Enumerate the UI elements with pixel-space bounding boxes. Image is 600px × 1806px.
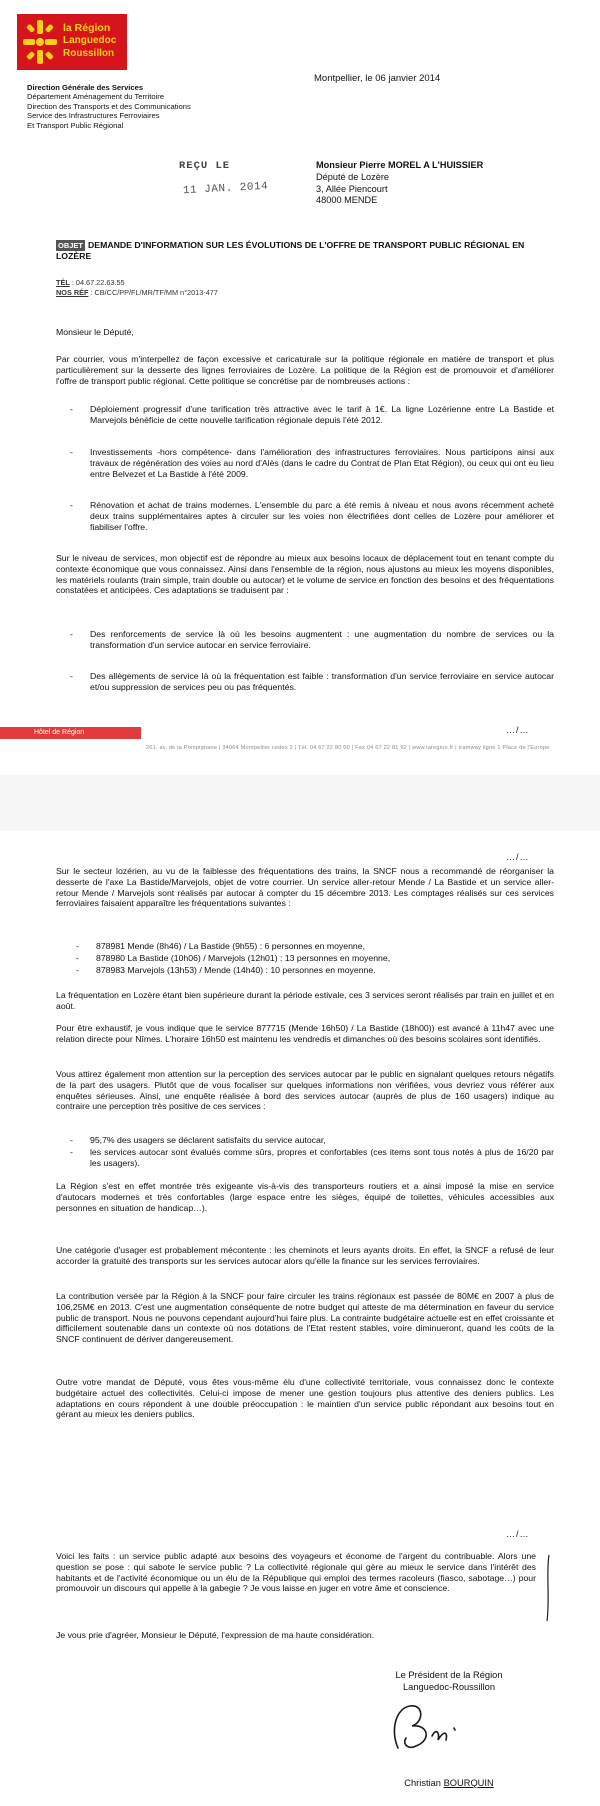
footer-address: 201, av. de la Pompignane | 34064 Montpellier cedex 2 | Tél. 04 67 22 80 00 | Fax 04 67 22 81 92 | www.laregion.fr | tramway ligne 1 Place de l'Europe xyxy=(146,745,550,751)
list-item-text: 878981 Mende (8h46) / La Bastide (9h55) : 6 personnes en moyenne, xyxy=(96,941,366,951)
ref-label: NOS RÉF xyxy=(56,287,89,297)
salutation: Monsieur le Député, xyxy=(56,327,134,337)
list-item-text: 95,7% des usagers se déclarent satisfaits du service autocar, xyxy=(90,1135,326,1145)
received-stamp-label: REÇU LE xyxy=(179,160,231,172)
recipient-name: Monsieur Pierre MOREL A L'HUISSIER xyxy=(316,160,484,170)
subject-line xyxy=(56,240,556,262)
received-stamp-date: 11 JAN. 2014 xyxy=(182,180,269,198)
continued-mark: …/… xyxy=(506,1529,530,1539)
signatory-line-1: Le Président de la Région xyxy=(395,1670,503,1680)
paragraph: Sur le secteur lozérien, au vu de la faiblesse des fréquentations des trains, la SNCF nous a recommandé de réorganiser la desserte de l'axe La Bastide/Marvejols, objet de votre courrier. Un service aller-retour Mende / La Bastide et un service aller-retour Mende / Marvejols sont réalisés par autocar à compter du 15 décembre 2013. Les comptages réalisés sur ces services ferroviaires faisaient apparaître les fréquentations suivantes : xyxy=(56,866,554,909)
list-item: - Rénovation et achat de trains modernes. L'ensemble du parc a été remis à niveau et nous avons récemment acheté deux trains supplémentaires aptes à circuler sur les voies non électrifiées dont celles de Lozère pour améliorer et fiabiliser l'offre. xyxy=(70,500,554,532)
list-item-text: 878980 La Bastide (10h06) / Marvejols (12h01) : 13 personnes en moyenne, xyxy=(96,953,391,963)
logo-line-1: la Région xyxy=(63,22,111,34)
sender-title: Direction Générale des Services xyxy=(27,83,144,92)
sender-line: Et Transport Public Régional xyxy=(27,120,124,130)
list-item-text: Des renforcements de service là où les besoins augmentent : une augmentation du nombre de services ou la transformation d'un service autocar en service ferroviaire. xyxy=(90,629,554,650)
list-item-text: 878983 Marvejols (13h53) / Mende (14h40) : 10 personnes en moyenne. xyxy=(96,965,376,975)
subject-text: DEMANDE D'INFORMATION SUR LES ÉVOLUTIONS DE L'OFFRE DE TRANSPORT PUBLIC RÉGIONAL EN LOZÈRE xyxy=(56,240,525,261)
paragraph: Une catégorie d'usager est probablement mécontente : les cheminots et leurs ayants droits. En effet, la SNCF a refusé de leur accorder la gratuité des transports sur les services autocar alors qu'elle la finance sur les services ferroviaires. xyxy=(56,1245,554,1266)
list-item: - Investissements -hors compétence- dans l'amélioration des infrastructures ferroviaires. Nous participons ainsi aux travaux de régénération des voies au nord d'Alès (dans le cadre du Contrat de Plan Etat Région), ou ceux qui ont eu lieu entre Belvezet et La Bastide à l'été 2009. xyxy=(70,447,554,479)
recipient-line: 3, Allée Piencourt xyxy=(316,183,388,194)
handwritten-signature xyxy=(384,1700,474,1758)
list-item: - Des allègements de service là où la fréquentation est faible : transformation d'un service ferroviaire en service autocar et/ou suppression de services peu ou pas fréquentés. xyxy=(70,671,554,692)
date-line: Montpellier, le 06 janvier 2014 xyxy=(314,73,441,84)
sender-block xyxy=(27,83,191,130)
signatory-name xyxy=(374,1778,524,1788)
paragraph: Par courrier, vous m'interpellez de façon excessive et caricaturale sur la politique régionale en matière de transport et plus particulièrement sur la desserte des lignes ferroviaires de Lozère. La politique de la Région est de promouvoir et d'améliorer l'offre de transport public régional. Cette politique se concrétise par de nombreuses actions : xyxy=(56,354,554,386)
sender-line: Département Aménagement du Territoire xyxy=(27,92,165,102)
list-item: - 878981 Mende (8h46) / La Bastide (9h55) : 6 personnes en moyenne, xyxy=(76,941,554,952)
list-item-text: Investissements -hors compétence- dans l'amélioration des infrastructures ferroviaires. Nous participons ainsi aux travaux de régénération des voies au nord d'Alès (dans le cadre du Contrat de Plan Etat Région), ou ceux qui ont eu lieu entre Belvezet et La Bastide à l'été 2009. xyxy=(90,447,554,479)
recipient-block xyxy=(316,160,483,207)
occitan-cross-icon xyxy=(21,18,59,66)
signatory-first-name: Christian xyxy=(404,1778,441,1788)
subject-tag: OBJET xyxy=(58,241,84,250)
paragraph: Outre votre mandat de Député, vous êtes vous-même élu d'une collectivité territoriale, vous connaissez donc le contexte budgétaire actuel des collectivités. Celui-ci impose de mener une gestion toujours plus attentive des deniers publics. Les adaptations en cours répondent à une double préoccupation : le maintien d'un service public répondant aux besoins tout en gérant au mieux les deniers publics. xyxy=(56,1377,554,1420)
page-separator xyxy=(0,775,600,831)
signatory-line-2: Languedoc-Roussillon xyxy=(403,1681,495,1692)
tel-value: : 04.67.22.63.55 xyxy=(71,278,125,287)
hotel-de-region-bar: Hôtel de Région xyxy=(0,727,141,739)
list-item: - 878983 Marvejols (13h53) / Mende (14h40) : 10 personnes en moyenne. xyxy=(76,965,554,976)
list-item-text: les services autocar sont évalués comme sûrs, propres et confortables (ces items sont tous notés à plus de 16/20 par les usagers). xyxy=(90,1147,554,1168)
margin-bracket xyxy=(544,1553,552,1623)
sender-line: Service des Infrastructures Ferroviaires xyxy=(27,111,160,121)
list-item: - Des renforcements de service là où les besoins augmentent : une augmentation du nombre de services ou la transformation d'un service autocar en service ferroviaire. xyxy=(70,629,554,650)
list-item-text: Déploiement progressif d'une tarification très attractive avec le tarif à 1€. La ligne Lozérienne entre La Bastide et Marvejols bénéficie de cette nouvelle tarification régionale depuis l'été 2012. xyxy=(90,404,554,425)
list-item: - les services autocar sont évalués comme sûrs, propres et confortables (ces items sont tous notés à plus de 16/20 par les usagers). xyxy=(70,1147,554,1168)
paragraph: Pour être exhaustif, je vous indique que le service 877715 (Mende 16h50) / La Bastide (18h00)) est avancé à 11h47 avec une relation directe pour Nîmes. L'horaire 16h50 est maintenu les vendredis et dimanches où des besoins scolaires sont identifiés. xyxy=(56,1023,554,1044)
signatory-title xyxy=(374,1670,524,1693)
letter-page-1 xyxy=(0,0,600,775)
references xyxy=(56,278,218,298)
list-item: - 95,7% des usagers se déclarent satisfaits du service autocar, xyxy=(70,1135,554,1146)
sender-line: Direction des Transports et des Communications xyxy=(27,101,191,111)
signatory-last-name: BOURQUIN xyxy=(443,1778,494,1788)
ref-value: : CB/CC/PP/FL/MR/TF/MM n°2013-477 xyxy=(90,287,218,297)
recipient-line: 48000 MENDE xyxy=(316,195,378,206)
paragraph: Sur le niveau de services, mon objectif est de répondre au mieux aux besoins locaux de déplacement tout en tenant compte du contexte économique que vous connaissez. Ainsi dans l'ensemble de la région, nous ajustons au mieux les moyens disponibles, les matériels roulants (train simple, train double ou autocar) et le volume de service en fonction des besoins et des fréquentations constatées et anticipées. Ces adaptations se traduisent par : xyxy=(56,553,554,596)
paragraph: La fréquentation en Lozère étant bien supérieure durant la période estivale, ces 3 services seront réalisés par train en juillet et en août. xyxy=(56,990,554,1011)
logo-line-3: Roussillon xyxy=(63,48,115,59)
continued-mark: …/… xyxy=(506,852,530,862)
recipient-line: Député de Lozère xyxy=(316,171,390,182)
paragraph: Vous attirez également mon attention sur la perception des services autocar par le public en signalant quelques retours négatifs de la part des usagers. Plutôt que de vous focaliser sur quelques informations non vérifiées, vous devriez vous référer aux enquêtes sérieuses. Ainsi, une enquête réalisée à bord des services autocar (auprès de plus de 160 usagers) indique au contraire une perception très positive de ces services : xyxy=(56,1069,554,1112)
logo-line-2: Languedoc xyxy=(63,35,117,46)
paragraph: La Région s'est en effet montrée très exigeante vis-à-vis des transporteurs routiers et a ainsi imposé la mise en service d'autocars modernes et très confortables (large espace entre les sièges, équipé de toilettes, véhicules accessibles aux personnes en situation de handicap…). xyxy=(56,1181,554,1213)
paragraph: La contribution versée par la Région à la SNCF pour faire circuler les trains régionaux est passée de 80M€ en 2007 à plus de 106,25M€ en 2013. C'est une augmentation conséquente de notre budget qui atteste de ma détermination en faveur du service public de transport. Nous ne pouvons cependant aujourd'hui faire plus. La contrainte budgétaire actuelle est en effet croissante et difficilement soutenable dans un contexte où nos dotations de l'Etat restent stables, voire diminueront, quand les coûts de la SNCF continuent de dériver dangereusement. xyxy=(56,1291,554,1344)
list-item-text: Des allègements de service là où la fréquentation est faible : transformation d'un service ferroviaire en service autocar et/ou suppression de services peu ou pas fréquentés. xyxy=(90,671,554,692)
continued-mark: …/… xyxy=(506,725,530,735)
closing-formula: Je vous prie d'agréer, Monsieur le Député, l'expression de ma haute considération. xyxy=(56,1630,375,1640)
paragraph: Voici les faits : un service public adapté aux besoins des voyageurs et économe de l'argent du contribuable. Alors une question se pose : qui sabote le service public ? La collectivité régionale qui gère au mieux le service dans l'intérêt des habitants et de l'activité économique ou un élu de la République qui emploi des termes racoleurs (fiasco, sabotage…) pour promouvoir un discours qui appelle à la gabegie ? Je vous laisse en juger en votre âme et conscience. xyxy=(56,1551,536,1594)
list-item: - Déploiement progressif d'une tarification très attractive avec le tarif à 1€. La ligne Lozérienne entre La Bastide et Marvejols bénéficie de cette nouvelle tarification régionale depuis l'été 2012. xyxy=(70,404,554,425)
tel-label: TÉL xyxy=(56,278,70,287)
region-logo xyxy=(17,14,127,70)
list-item-text: Rénovation et achat de trains modernes. L'ensemble du parc a été remis à niveau et nous avons récemment acheté deux trains supplémentaires aptes à circuler sur les voies non électrifiées dont celles de Lozère pour améliorer et fiabiliser l'offre. xyxy=(90,500,554,532)
list-item: - 878980 La Bastide (10h06) / Marvejols (12h01) : 13 personnes en moyenne, xyxy=(76,953,554,964)
